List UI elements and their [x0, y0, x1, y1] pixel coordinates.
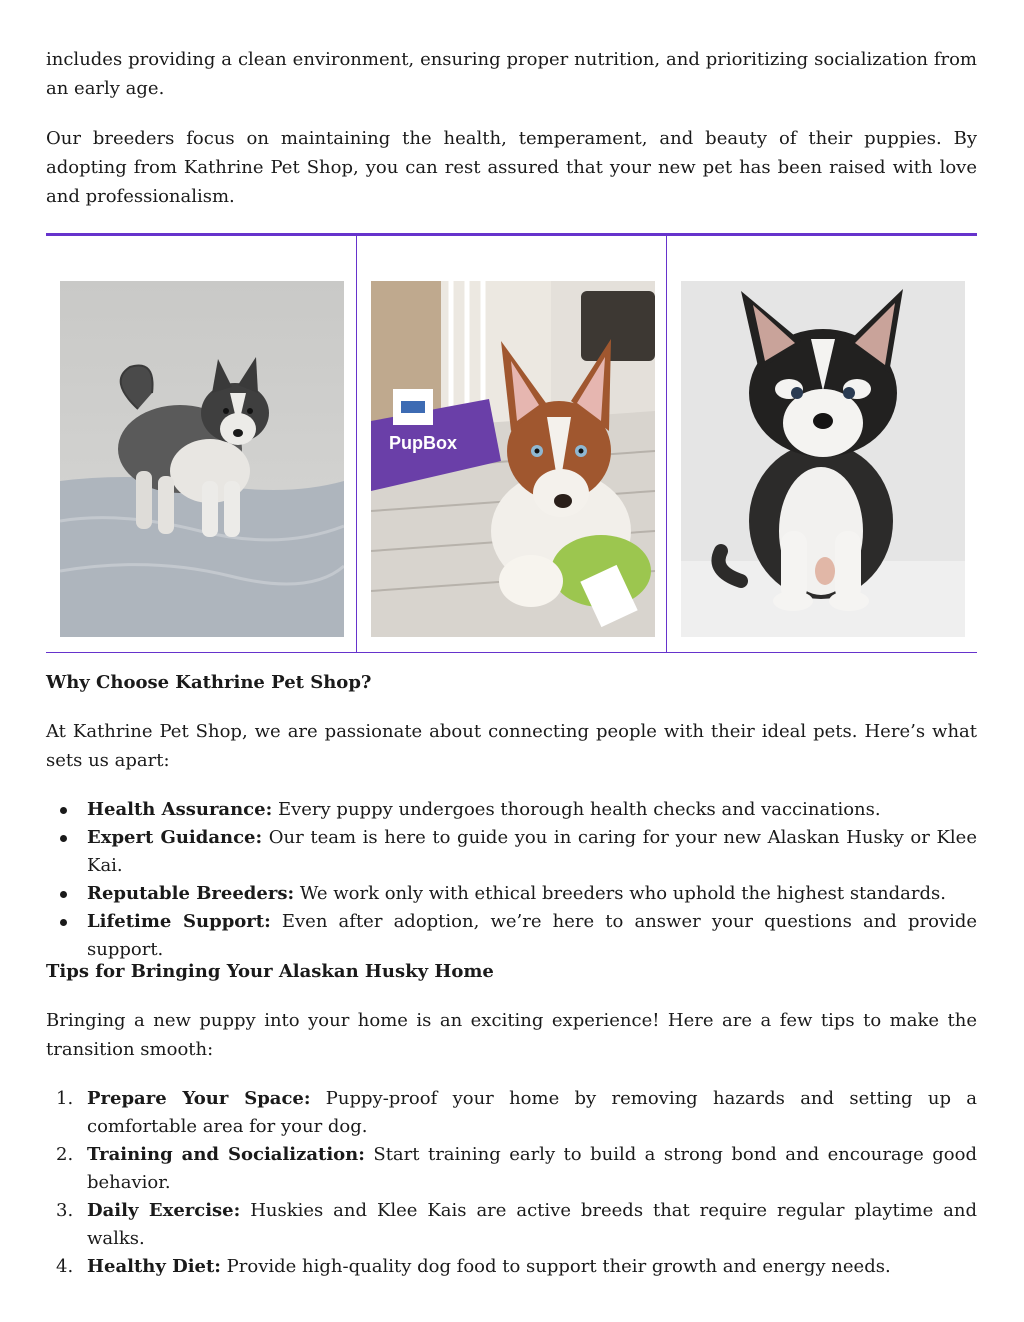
pupbox-label: PupBox	[388, 433, 457, 453]
list-item	[46, 824, 977, 880]
why-choose-intro: At Kathrine Pet Shop, we are passionate about connecting people with their ideal pets. Here’s what sets us apart:	[46, 721, 977, 771]
list-item	[46, 1197, 977, 1253]
puppy-photo-sitting	[681, 281, 965, 637]
features-list	[46, 796, 977, 964]
tips-heading: Tips for Bringing Your Alaskan Husky Home	[46, 961, 494, 982]
tip-text: Puppy-proof your home by removing hazards and setting up a comfortable area for your dog.	[87, 1088, 977, 1137]
bullet-icon	[60, 807, 67, 814]
list-item	[46, 880, 977, 908]
feature-label: Health Assurance:	[87, 799, 273, 820]
bullet-icon	[60, 835, 67, 842]
list-number: 3.	[56, 1200, 74, 1221]
feature-text: Our team is here to guide you in caring for your new Alaskan Husky or Klee Kai.	[87, 827, 977, 876]
list-number: 4.	[56, 1256, 74, 1277]
tip-label: Healthy Diet:	[87, 1256, 221, 1277]
photo-cell-3	[667, 236, 977, 652]
list-item	[46, 1085, 977, 1141]
feature-text: Every puppy undergoes thorough health checks and vaccinations.	[272, 799, 881, 820]
feature-label: Lifetime Support:	[87, 911, 271, 932]
list-item	[46, 908, 977, 964]
tip-label: Training and Socialization:	[87, 1144, 365, 1165]
list-number: 1.	[56, 1088, 74, 1109]
tip-text: Provide high-quality dog food to support their growth and energy needs.	[220, 1256, 891, 1277]
puppy-photo-table	[46, 233, 977, 653]
photo-cell-2	[357, 236, 668, 652]
feature-text: Even after adoption, we’re here to answer your questions and provide support.	[87, 911, 978, 960]
tips-intro: Bringing a new puppy into your home is an exciting experience! Here are a few tips to make the transition smooth:	[46, 1010, 977, 1060]
list-item	[46, 1253, 977, 1281]
tips-list	[46, 1085, 977, 1281]
bullet-icon	[60, 891, 67, 898]
intro-paragraph-2: Our breeders focus on maintaining the health, temperament, and beauty of their puppies. By adopting from Kathrine Pet Shop, you can rest assured that your new pet has been raised with love and professionalism.	[46, 128, 977, 207]
tip-label: Daily Exercise:	[87, 1200, 241, 1221]
puppy-photo-standing	[60, 281, 344, 637]
bullet-icon	[60, 919, 67, 926]
tip-label: Prepare Your Space:	[87, 1088, 311, 1109]
tip-text: Start training early to build a strong bond and encourage good behavior.	[87, 1144, 977, 1193]
feature-text: We work only with ethical breeders who uphold the highest standards.	[294, 883, 946, 904]
photo-cell-1	[46, 236, 357, 652]
list-number: 2.	[56, 1144, 74, 1165]
feature-label: Expert Guidance:	[87, 827, 263, 848]
why-choose-heading: Why Choose Kathrine Pet Shop?	[46, 672, 372, 693]
tip-text: Huskies and Klee Kais are active breeds that require regular playtime and walks.	[87, 1200, 977, 1249]
feature-label: Reputable Breeders:	[87, 883, 295, 904]
intro-paragraph-1: includes providing a clean environment, ensuring proper nutrition, and prioritizing socialization from an early age.	[46, 49, 977, 99]
list-item	[46, 796, 977, 824]
puppy-photo-pupbox	[371, 281, 655, 637]
list-item	[46, 1141, 977, 1197]
